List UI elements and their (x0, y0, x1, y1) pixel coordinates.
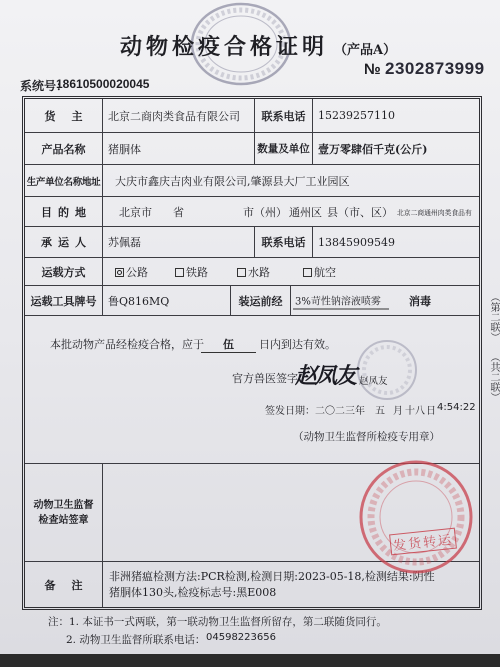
quantity-label: 数量及单位 (255, 133, 313, 164)
document-title: 动物检疫合格证明 (120, 34, 329, 60)
transport-option-air (303, 264, 336, 280)
product-label: 产品名称 (25, 133, 103, 164)
vet-name: 赵凤友 (359, 376, 388, 387)
producer-label: 生产单位名称地址 (25, 165, 103, 196)
row-owner (25, 99, 479, 133)
transport-option-water (237, 264, 270, 280)
transport-option-label: 航空 (314, 265, 336, 279)
issue-day: 十八 (405, 406, 425, 417)
carrier-label: 承运人 (25, 227, 103, 257)
transport-option-label: 水路 (248, 265, 270, 279)
transport-options (103, 258, 479, 285)
cert-number: 2302873999 (385, 59, 485, 78)
disinfection-post-label: 消毒 (409, 294, 431, 308)
destination-province-label: 省 (173, 205, 184, 219)
transport-label: 运载方式 (25, 258, 103, 285)
destination-cell (103, 197, 479, 226)
transfer-stamp-text: 发货转运 (389, 528, 457, 556)
row-destination (25, 197, 479, 227)
transport-option-road (115, 264, 148, 280)
checkbox-box (237, 268, 246, 277)
disinfection-pre-label: 装运前经 (231, 286, 291, 315)
consignor-seal-stamp (356, 458, 476, 576)
total-copies-label: （共二联） (488, 352, 499, 402)
checkpoint-label-line1: 动物卫生监督 (33, 499, 94, 511)
issue-time: 4:54:22 (437, 402, 476, 413)
owner-label: 货主 (25, 99, 103, 132)
destination-county-label: 县（市、区） (327, 205, 393, 219)
vehicle-plate: 鲁Q816MQ (103, 286, 231, 315)
owner-value: 北京二商肉类食品有限公司 (103, 99, 255, 132)
copy-number-label: （第二联） (488, 292, 499, 342)
checkbox-box (303, 268, 312, 277)
row-producer (25, 165, 479, 197)
validity-days: 伍 (201, 336, 256, 353)
row-certification (25, 316, 479, 464)
carrier-phone-value: 13845909549 (318, 235, 395, 249)
transport-option-rail (175, 264, 208, 280)
checkpoint-label-line2: 检查站签章 (38, 514, 89, 526)
destination-province: 北京市 (119, 205, 152, 219)
certification-cell (25, 316, 479, 463)
destination-place: 北京二商通州肉类食品有 (397, 208, 472, 217)
carrier-value: 苏佩磊 (103, 227, 255, 257)
issue-month-label: 月 (393, 406, 403, 417)
quarantine-seal-note: （动物卫生监督所检疫专用章） (293, 431, 440, 443)
vet-signature: 赵凤友 (295, 363, 356, 389)
remarks-label: 备注 (25, 562, 103, 607)
note-line-2-label: 2. 动物卫生监督所联系电话： (66, 634, 206, 646)
validity-suffix: 日内到达有效。 (259, 338, 336, 351)
note-line-1: 注：1. 本证书一式两联，第一联动物卫生监督所留存，第二联随货同行。 (48, 616, 387, 628)
note-line-2-phone: 04598223656 (206, 632, 276, 643)
system-number-label: 系统号： (20, 79, 69, 93)
row-product (25, 133, 479, 165)
destination-label: 目的地 (25, 197, 103, 226)
checkbox-box (175, 268, 184, 277)
remarks-line-2: 猪胴体130头,检疫标志号:黑E008 (109, 586, 277, 599)
issue-day-label: 日 (426, 406, 436, 417)
quantity-value: 壹万零肆佰千克(公斤) (318, 142, 428, 156)
producer-value: 大庆市鑫庆吉肉业有限公司,肇源县大厂工业园区 (115, 174, 350, 188)
owner-phone-label: 联系电话 (255, 99, 313, 132)
owner-phone-value: 15239257110 (318, 109, 395, 122)
system-number: 18610500020045 (56, 77, 150, 91)
checkpoint-label (25, 464, 103, 561)
checkbox-box (115, 268, 124, 277)
row-carrier (25, 227, 479, 258)
row-vehicle (25, 286, 479, 316)
validity-prefix: 本批动物产品经检疫合格，应于 (50, 338, 204, 351)
transport-option-label: 铁路 (186, 265, 208, 279)
issue-month: 五 (375, 406, 385, 417)
document-title-suffix: （产品A） (334, 43, 397, 58)
cert-number-prefix: № (364, 61, 381, 78)
carrier-phone-label: 联系电话 (255, 227, 313, 257)
product-value: 猪胴体 (103, 133, 255, 164)
issue-date-label: 签发日期：二〇二三年 (265, 406, 365, 417)
destination-city-label: 市（州） (243, 205, 287, 219)
transport-option-label: 公路 (126, 265, 148, 279)
destination-district: 通州区 (289, 205, 322, 219)
vet-signature-label: 官方兽医签字： (232, 372, 309, 385)
disinfection-cell (291, 286, 479, 315)
row-transport (25, 258, 479, 286)
disinfectant-value: 3%苛性钠溶液喷雾 (293, 292, 389, 309)
remarks-line-1: 非洲猪瘟检测方法:PCR检测,检测日期:2023-05-18,检测结果:阴性 (109, 570, 435, 583)
vehicle-label: 运载工具牌号 (25, 286, 103, 315)
vet-seal-stamp (355, 338, 419, 402)
